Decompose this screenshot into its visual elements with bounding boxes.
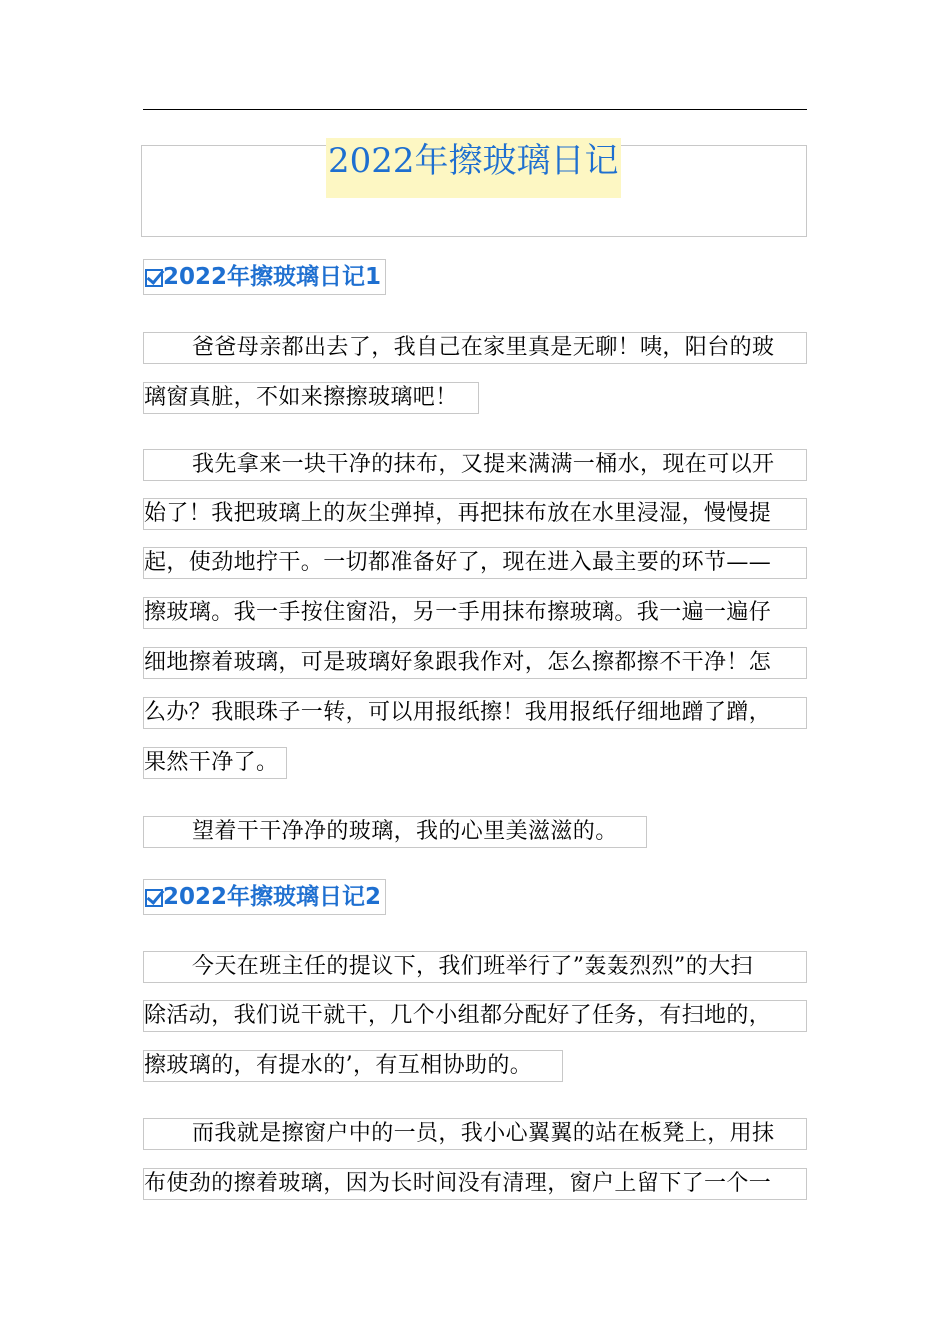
section-heading — [143, 259, 386, 295]
checkbox-icon — [145, 269, 163, 287]
section-heading-text: 2022年擦玻璃日记1 — [163, 264, 382, 290]
paragraph-line: 果然干净了。 — [143, 747, 287, 779]
section-heading-text: 2022年擦玻璃日记2 — [163, 884, 382, 910]
paragraph-line: 璃窗真脏，不如来擦擦玻璃吧！ — [143, 382, 479, 414]
paragraph-line: 擦玻璃的，有提水的’，有互相协助的。 — [143, 1050, 563, 1082]
paragraph-line: 而我就是擦窗户中的一员，我小心翼翼的站在板凳上，用抹 — [143, 1118, 807, 1150]
paragraph-line: 擦玻璃。我一手按住窗沿，另一手用抹布擦玻璃。我一遍一遍仔 — [143, 597, 807, 629]
paragraph-line: 我先拿来一块干净的抹布，又提来满满一桶水，现在可以开 — [143, 449, 807, 481]
paragraph-line: 除活动，我们说干就干，几个小组都分配好了任务，有扫地的， — [143, 1000, 807, 1032]
paragraph-line: 爸爸母亲都出去了，我自己在家里真是无聊！咦，阳台的玻 — [143, 332, 807, 364]
paragraph-line: 今天在班主任的提议下，我们班举行了”轰轰烈烈”的大扫 — [143, 951, 807, 983]
paragraph-line: 布使劲的擦着玻璃，因为长时间没有清理，窗户上留下了一个一 — [143, 1168, 807, 1200]
paragraph-line: 细地擦着玻璃，可是玻璃好象跟我作对，怎么擦都擦不干净！怎 — [143, 647, 807, 679]
section-heading — [143, 879, 386, 915]
paragraph-line: 起，使劲地拧干。一切都准备好了，现在进入最主要的环节—— — [143, 547, 807, 579]
paragraph-line: 始了！我把玻璃上的灰尘弹掉，再把抹布放在水里浸湿，慢慢提 — [143, 498, 807, 530]
paragraph-line: 么办？我眼珠子一转，可以用报纸擦！我用报纸仔细地蹭了蹭， — [143, 697, 807, 729]
document-title: 2022年擦玻璃日记 — [326, 138, 621, 198]
checkbox-icon — [145, 889, 163, 907]
paragraph-line: 望着干干净净的玻璃，我的心里美滋滋的。 — [143, 816, 647, 848]
header-rule — [143, 109, 807, 110]
